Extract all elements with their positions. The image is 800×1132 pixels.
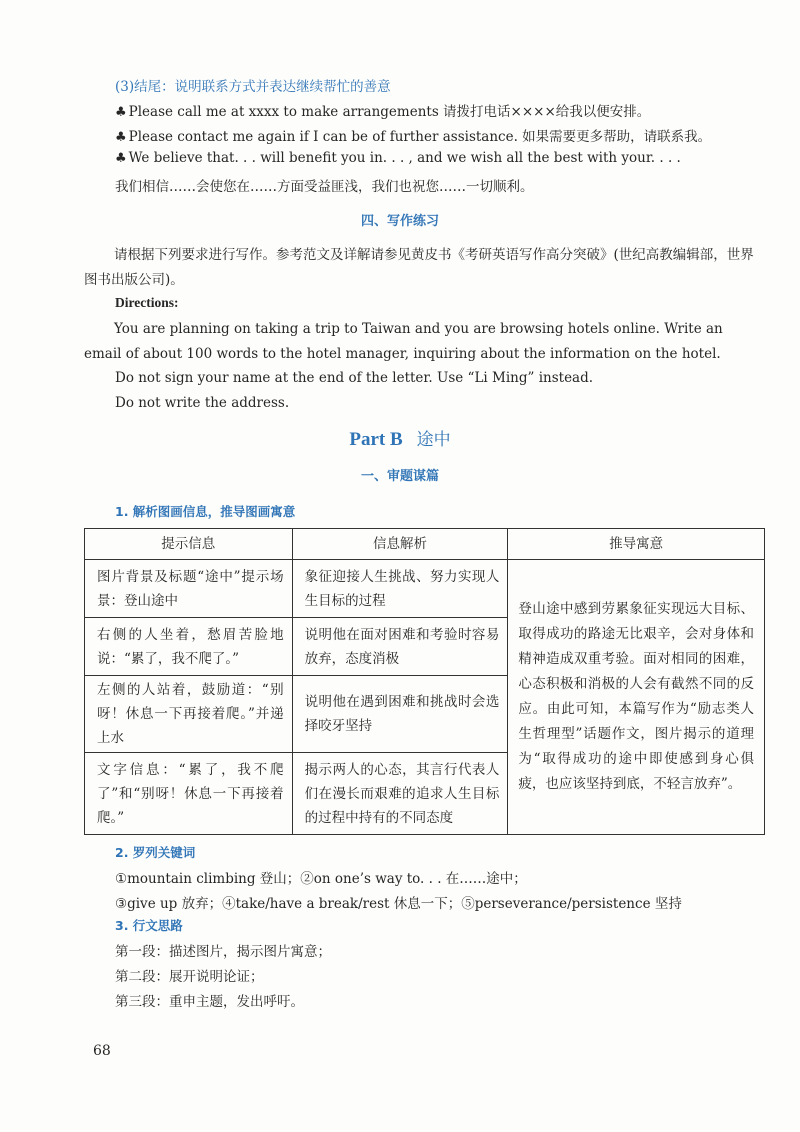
closing-item-1: ♣ Please call me at xxxx to make arrangements 请拨打电话××××给我以便安排。 bbox=[115, 104, 651, 120]
club-icon: ♣ bbox=[115, 130, 127, 145]
outline-para-2: 第二段：展开说明论证； bbox=[115, 969, 264, 985]
outline-para-1: 第一段：描述图片，揭示图片寓意； bbox=[115, 944, 331, 960]
closing-item-3: ♣ We believe that. . . will benefit you in. . . , and we wish all the best with your. . . . bbox=[115, 150, 681, 166]
subheading-1: 1. 解析图画信息，推导图画寓意 bbox=[115, 504, 296, 519]
practice-intro: 请根据下列要求进行写作。参考范文及详解请参见黄皮书《考研英语写作高分突破》(世纪高教编辑部，世界图书出版公司)。 bbox=[84, 247, 754, 288]
subheading-3: 3. 行文思路 bbox=[115, 918, 183, 933]
table-cell-analysis: 象征迎接人生挑战、努力实现人生目标的过程 bbox=[292, 560, 508, 618]
subheading-2: 2. 罗列关键词 bbox=[115, 845, 196, 860]
closing-heading: (3)结尾：说明联系方式并表达继续帮忙的善意 bbox=[115, 79, 391, 95]
table-header: 提示信息 bbox=[85, 529, 293, 560]
table-cell-analysis: 揭示两人的心态，其言行代表人们在漫长而艰难的追求人生目标的过程中持有的不同态度 bbox=[292, 753, 508, 835]
keywords-line-1: ①mountain climbing 登山；②on one’s way to. . . 在……途中； bbox=[115, 871, 527, 887]
practice-heading: 四、写作练习 bbox=[360, 214, 439, 229]
part-b-section-heading: 一、审题谋篇 bbox=[360, 469, 439, 484]
part-b-title: Part B 途中 bbox=[349, 429, 451, 450]
closing-item-2: ♣ Please contact me again if I can be of further assistance. 如果需要更多帮助，请联系我。 bbox=[115, 129, 712, 145]
closing-translation: 我们相信……会使您在……方面受益匪浅，我们也祝您……一切顺利。 bbox=[115, 179, 534, 195]
page-number: 68 bbox=[93, 1043, 111, 1059]
club-icon: ♣ bbox=[115, 151, 127, 166]
directions-para-3: Do not write the address. bbox=[115, 395, 290, 411]
table-cell-hint: 右侧的人坐着，愁眉苦脸地说：“累了，我不爬了。” bbox=[85, 618, 293, 676]
table-cell-hint: 文字信息：“累了，我不爬了”和“别呀！休息一下再接着爬。” bbox=[85, 753, 293, 835]
table-row bbox=[85, 560, 765, 618]
outline-para-3: 第三段：重申主题，发出呼吁。 bbox=[115, 994, 304, 1010]
analysis-table bbox=[84, 528, 765, 835]
directions-para-1: You are planning on taking a trip to Taiwan and you are browsing hotels online. Write an email of about 100 words to the hotel manager, inquiring about the information on the hotel. bbox=[84, 321, 723, 362]
table-header-row bbox=[85, 529, 765, 560]
table-cell-analysis: 说明他在遇到困难和挑战时会选择咬牙坚持 bbox=[292, 676, 508, 753]
table-cell-analysis: 说明他在面对困难和考验时容易放弃，态度消极 bbox=[292, 618, 508, 676]
directions-para-2: Do not sign your name at the end of the letter. Use “Li Ming” instead. bbox=[115, 370, 594, 386]
keywords-line-2: ③give up 放弃；④take/have a break/rest 休息一下；⑤perseverance/persistence 坚持 bbox=[115, 896, 682, 912]
table-cell-meaning: 登山途中感到劳累象征实现远大目标、取得成功的路途无比艰辛，会对身体和精神造成双重考验。面对相同的困难，心态积极和消极的人会有截然不同的反应。由此可知，本篇写作为“励志类人生哲理型”话题作文，图片揭示的道理为“取得成功的途中即使感到身心俱疲，也应该坚持到底，不轻言放弃”。 bbox=[508, 560, 765, 835]
table-cell-hint: 左侧的人站着，鼓励道：“别呀！休息一下再接着爬。”并递上水 bbox=[85, 676, 293, 753]
table-cell-hint: 图片背景及标题“途中”提示场景：登山途中 bbox=[85, 560, 293, 618]
table-header: 推导寓意 bbox=[508, 529, 765, 560]
table-header: 信息解析 bbox=[292, 529, 508, 560]
directions-label: Directions: bbox=[115, 295, 179, 310]
club-icon: ♣ bbox=[115, 105, 127, 120]
